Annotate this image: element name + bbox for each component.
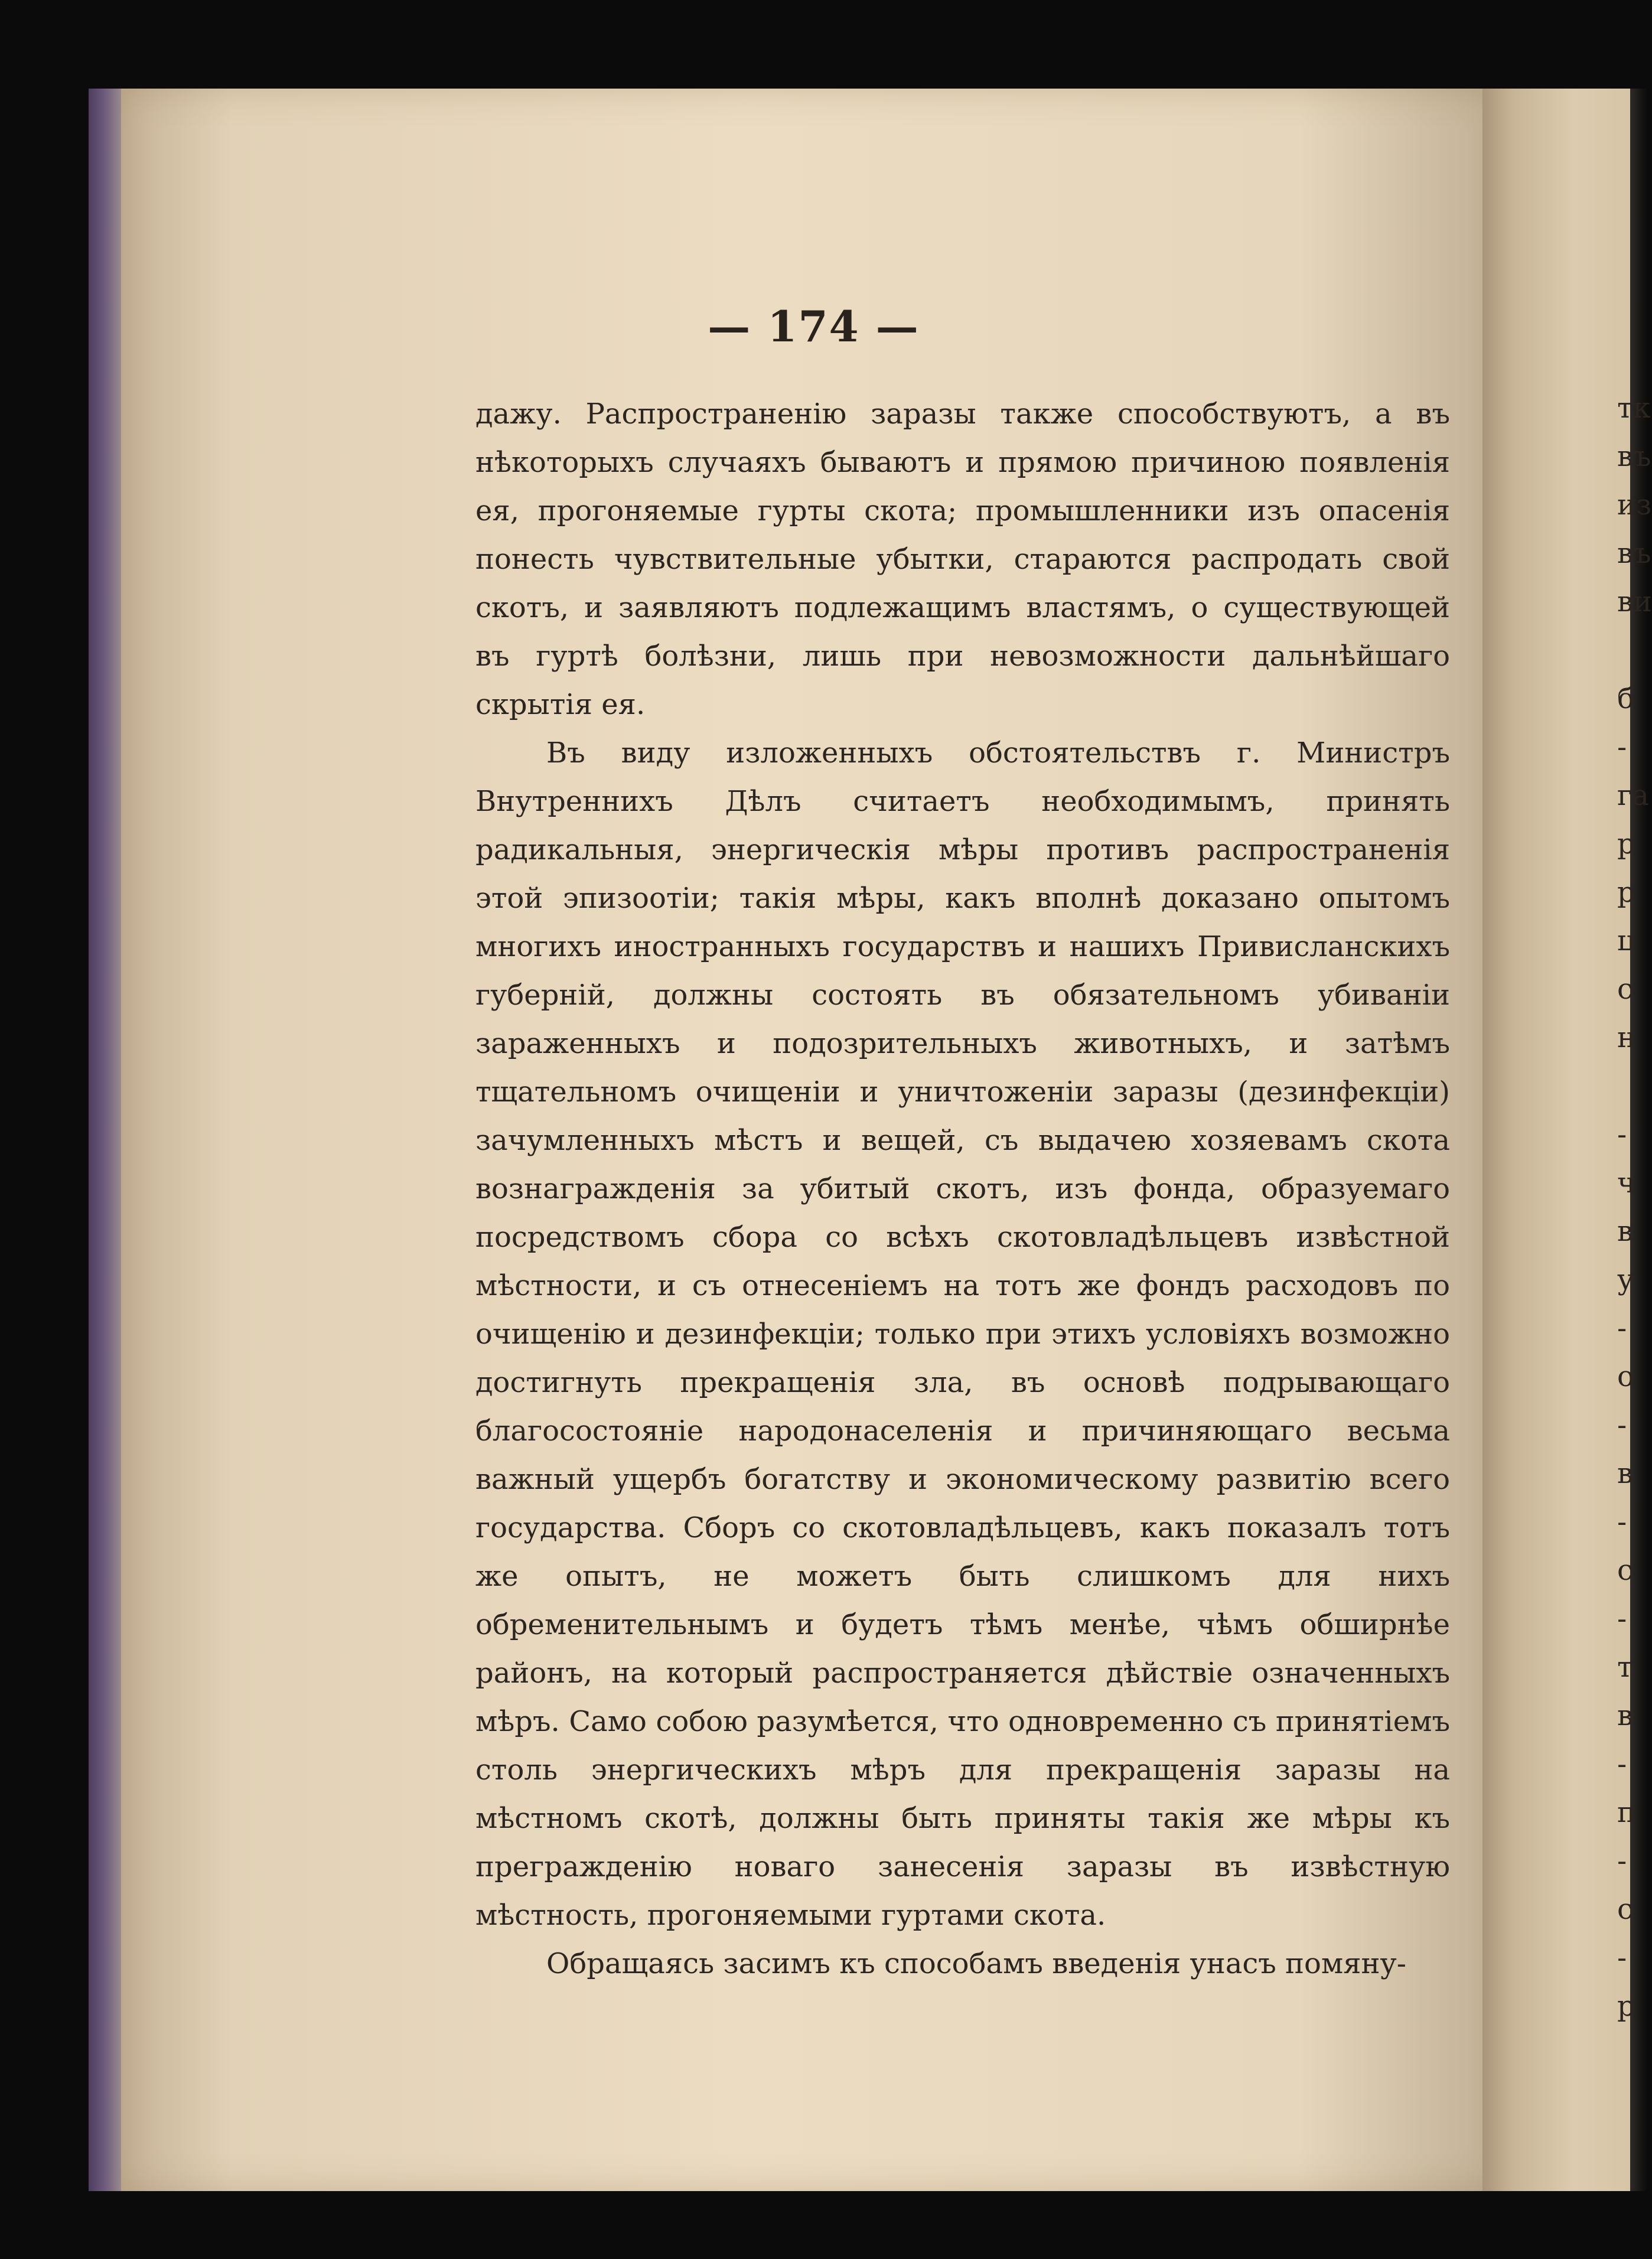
paragraph-2: Въ виду изложенныхъ обстоятельствъ г. Министръ Внутреннихъ Дѣлъ считаетъ необходимымъ, принять радикальныя, энергическія мѣры противъ распространенія этой эпизоотіи; такія мѣры, какъ вполнѣ доказано опытомъ многихъ иностранныхъ государствъ и нашихъ Привисланскихъ губерній, должны состоять въ обязательномъ убиваніи зараженныхъ и подозрительныхъ животныхъ, и затѣмъ тщательномъ очищеніи и уничтоженіи заразы (дезинфекціи) зачумленныхъ мѣстъ и вещей, съ выдачею хозяевамъ скота вознагражденія за убитый скотъ, изъ фонда, образуемаго посредствомъ сбора со всѣхъ скотовладѣльцевъ извѣстной мѣстности, и съ отнесеніемъ на тотъ же фондъ расходовъ по очищенію и дезинфекціи; только при этихъ условіяхъ возможно достигнуть прекращенія зла, въ основѣ подрывающаго благосостояніе народонаселенія и причиняющаго весьма важный ущербъ богатству и экономическому развитію всего государства. Сборъ со скотовладѣльцевъ, какъ показалъ тотъ же опытъ, не можетъ быть слишкомъ для нихъ обременительнымъ и будетъ тѣмъ менѣе, чѣмъ обширнѣе районъ, на который распространяется дѣйствіе означенныхъ мѣръ. Само собою разумѣется, что одновременно съ принятіемъ столь энергическихъ мѣръ для прекращенія заразы на мѣстномъ скотѣ, должны быть приняты такія же мѣры къ прегражденію новаго занесенія заразы въ извѣстную мѣстность, прогоняемыми гуртами скота. [475, 736, 1450, 1932]
book-gutter [1482, 89, 1636, 2191]
page-body-text [475, 390, 1450, 1988]
neighbor-page-fragments: тк въ из въ ви б - га р р ц с н - ч в у - о - в - с - т в - п - с - р [1617, 392, 1652, 2023]
paragraph-3: Обращаясь засимъ къ способамъ введенія унасъ помяну- [546, 1947, 1406, 1980]
paragraph-1: дажу. Распространенію заразы также способствуютъ, а въ нѣкоторыхъ случаяхъ бываютъ и прямою причиною появленія ея, прогоняемые гурты скота; промышленники изъ опасенія понесть чувствительные убытки, стараются распродать свой скотъ, и заявляютъ подлежащимъ властямъ, о существующей въ гуртѣ болѣзни, лишь при невозможности дальнѣйшаго скрытія ея. [475, 397, 1450, 721]
page-number: — 174 — [708, 301, 920, 351]
